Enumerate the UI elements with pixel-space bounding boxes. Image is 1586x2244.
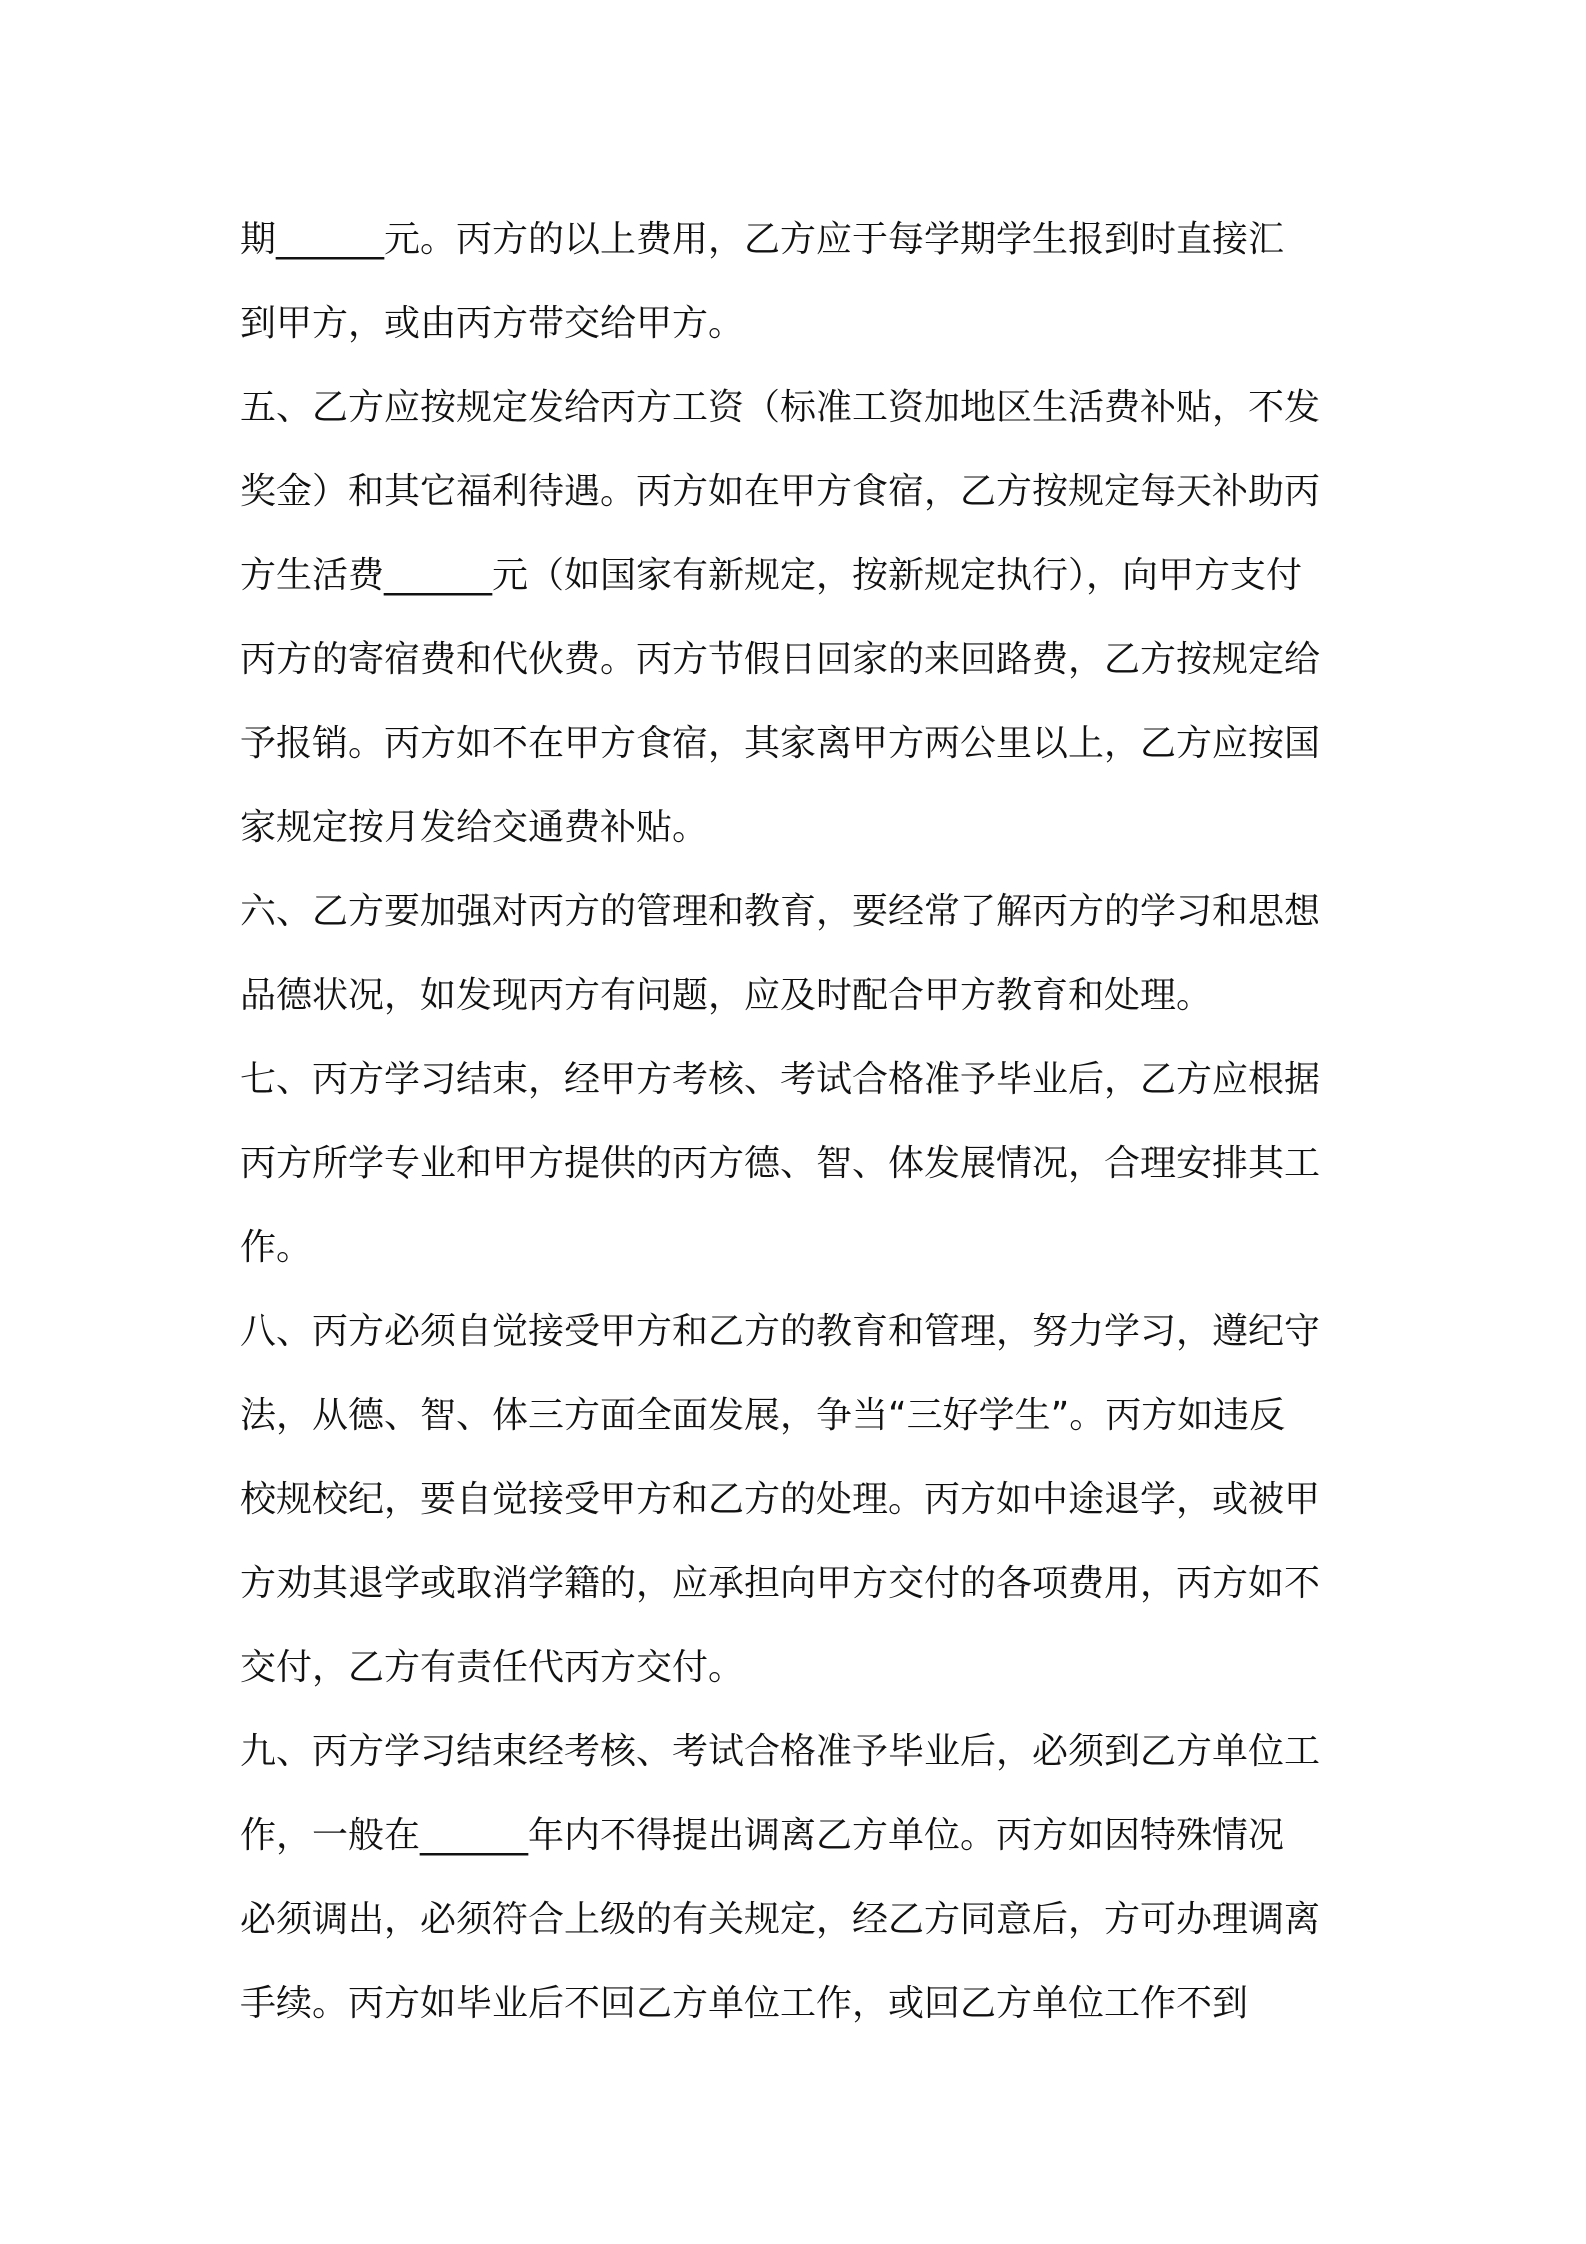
text-line: 手续。丙方如毕业后不回乙方单位工作，或回乙方单位工作不到 <box>240 1983 1249 2024</box>
text-line: 必须调出，必须符合上级的有关规定，经乙方同意后，方可办理调离 <box>240 1899 1321 1940</box>
text-line: 丙方所学专业和甲方提供的丙方德、智、体发展情况，合理安排其工 <box>240 1143 1321 1184</box>
text-line: 作，一般在______年内不得提出调离乙方单位。丙方如因特殊情况 <box>240 1815 1285 1856</box>
text-line: 品德状况，如发现丙方有问题，应及时配合甲方教育和处理。 <box>240 975 1213 1016</box>
text-line: 八、丙方必须自觉接受甲方和乙方的教育和管理，努力学习，遵纪守 <box>240 1311 1321 1352</box>
text-line: 五、乙方应按规定发给丙方工资（标准工资加地区生活费补贴，不发 <box>240 387 1321 428</box>
text-line: 奖金）和其它福利待遇。丙方如在甲方食宿，乙方按规定每天补助丙 <box>240 471 1321 512</box>
text-line: 七、丙方学习结束，经甲方考核、考试合格准予毕业后，乙方应根据 <box>240 1059 1321 1100</box>
text-line: 方劝其退学或取消学籍的，应承担向甲方交付的各项费用，丙方如不 <box>240 1563 1321 1604</box>
text-line: 九、丙方学习结束经考核、考试合格准予毕业后，必须到乙方单位工 <box>240 1731 1321 1772</box>
text-line: 校规校纪，要自觉接受甲方和乙方的处理。丙方如中途退学，或被甲 <box>240 1479 1321 1520</box>
text-line: 予报销。丙方如不在甲方食宿，其家离甲方两公里以上，乙方应按国 <box>240 723 1321 764</box>
text-line: 家规定按月发给交通费补贴。 <box>240 807 709 848</box>
text-line: 法，从德、智、体三方面全面发展，争当“三好学生”。丙方如违反 <box>240 1395 1286 1436</box>
text-line: 期______元。丙方的以上费用，乙方应于每学期学生报到时直接汇 <box>240 219 1285 260</box>
text-line: 方生活费______元（如国家有新规定，按新规定执行），向甲方支付 <box>240 555 1303 596</box>
text-line: 六、乙方要加强对丙方的管理和教育，要经常了解丙方的学习和思想 <box>240 891 1321 932</box>
document-body <box>240 198 1360 2046</box>
text-line: 交付，乙方有责任代丙方交付。 <box>240 1647 745 1688</box>
text-line: 丙方的寄宿费和代伙费。丙方节假日回家的来回路费，乙方按规定给 <box>240 639 1321 680</box>
text-line: 作。 <box>240 1227 313 1268</box>
text-line: 到甲方，或由丙方带交给甲方。 <box>240 303 745 344</box>
